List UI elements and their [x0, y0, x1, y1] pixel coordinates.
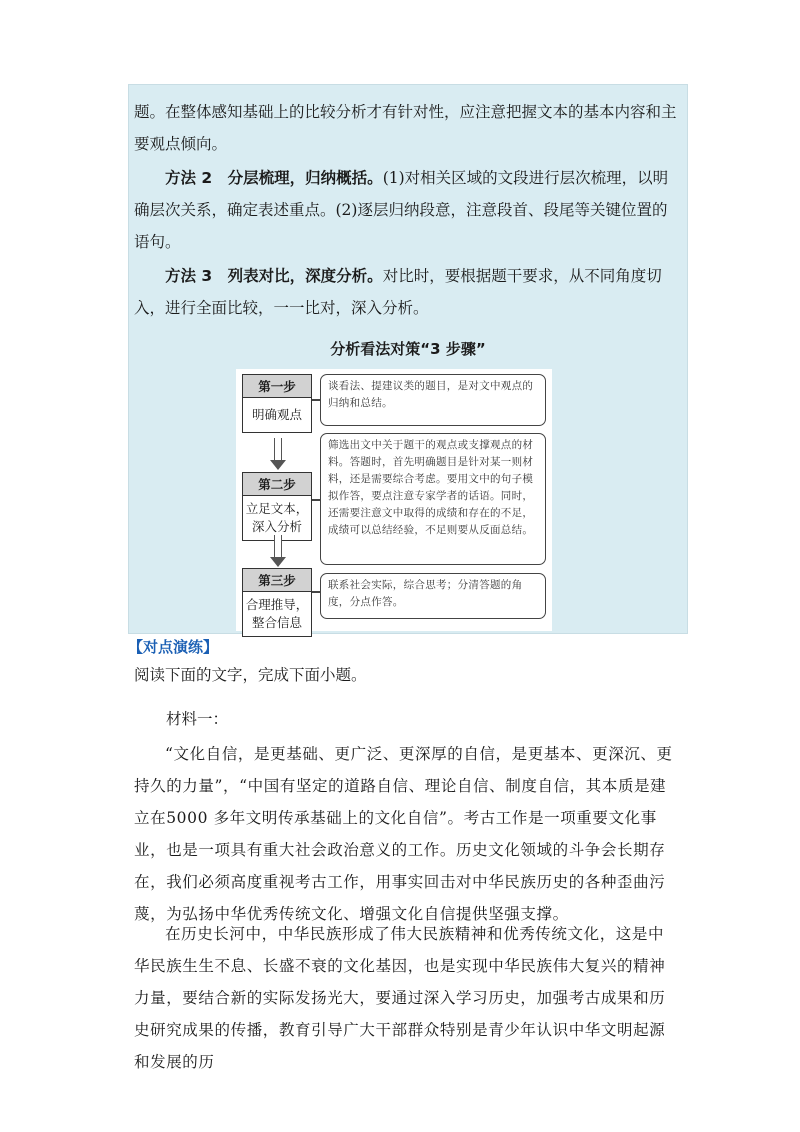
method2-label: 方法 2 分层梳理，归纳概括。 — [165, 169, 383, 187]
intro-paragraph — [134, 96, 680, 160]
intro-text: 题。在整体感知基础上的比较分析才有针对性，应注意把握文本的基本内容和主要观点倾向。 — [134, 103, 677, 153]
step-1-note: 谈看法、提建议类的题目，是对文中观点的归纳和总结。 — [320, 374, 546, 426]
step-2-desc-line2: 深入分析 — [251, 519, 302, 534]
step-3-desc-line2: 整合信息 — [251, 615, 302, 630]
step-2-connector — [312, 499, 320, 501]
method2-paragraph — [134, 162, 680, 258]
arrow-down-icon — [273, 438, 283, 470]
step-1-connector — [312, 399, 320, 401]
step-2-desc — [243, 496, 311, 540]
method3-label: 方法 3 列表对比，深度分析。 — [165, 267, 383, 285]
step-2-box — [242, 472, 312, 541]
steps-flowchart — [236, 369, 552, 631]
flowchart-title: 分析看法对策“3 步骤” — [330, 340, 486, 358]
method3-text: 对比时，要根据题干要求，从不同角度切入，进行全面比较，一一比对，深入分析。 — [134, 267, 662, 317]
step-1-box — [242, 374, 312, 433]
step-3-note: 联系社会实际，综合思考；分清答题的角度，分点作答。 — [320, 573, 546, 619]
method3-paragraph — [134, 260, 680, 324]
step-3-box — [242, 568, 312, 637]
step-2-desc-line1: 立足文本， — [245, 501, 309, 516]
step-3-connector — [312, 591, 320, 593]
step-1-desc — [243, 398, 311, 432]
practice-instruction: 阅读下面的文字，完成下面小题。 — [134, 666, 367, 684]
practice-heading: 【对点演练】 — [128, 638, 219, 656]
step-1-desc-line1: 明确观点 — [251, 407, 302, 422]
step-3-desc — [243, 592, 311, 636]
step-2-note: 筛选出文中关于题干的观点或支撑观点的材料。答题时，首先明确题目是针对某一则材料，还是需要综合考虑。要用文中的句子模拟作答，要点注意专家学者的话语。同时，还需要注意文中取得的成绩和存在的不足，成绩可以总结经验，不足则要从反面总结。 — [320, 433, 546, 565]
step-2-title: 第二步 — [243, 473, 311, 496]
material-label: 材料一： — [166, 710, 229, 728]
arrow-down-icon — [273, 535, 283, 567]
material-paragraph-2: 在历史长河中，中华民族形成了伟大民族精神和优秀传统文化，这是中华民族生生不息、长盛不衰的文化基因，也是实现中华民族伟大复兴的精神力量，要结合新的实际发扬光大，要通过深入学习历史，加强考古成果和历史研究成果的传播，教育引导广大干部群众特别是青少年认识中华文明起源和发展的历 — [134, 925, 666, 1071]
step-3-title: 第三步 — [243, 569, 311, 592]
material-paragraph-1: “文化自信，是更基础、更广泛、更深厚的自信，是更基本、更深沉、更持久的力量”，“中国有坚定的道路自信、理论自信、制度自信，其本质是建立在5000 多年文明传承基础上的文化自信”。考古工作是一项重要文化事业，也是一项具有重大社会政治意义的工作。历史文化领域的斗争会长期存在，我们必须高度重视考古工作，用事实回击对中华民族历史的各种歪曲污蔑，为弘扬中华优秀传统文化、增强文化自信提供坚强支撑。 — [134, 745, 673, 923]
method2-text: (1)对相关区域的文段进行层次梳理，以明确层次关系，确定表述重点。(2)逐层归纳段意，注意段首、段尾等关键位置的语句。 — [134, 169, 669, 251]
step-3-desc-line1: 合理推导， — [245, 597, 309, 612]
step-1-title: 第一步 — [243, 375, 311, 398]
